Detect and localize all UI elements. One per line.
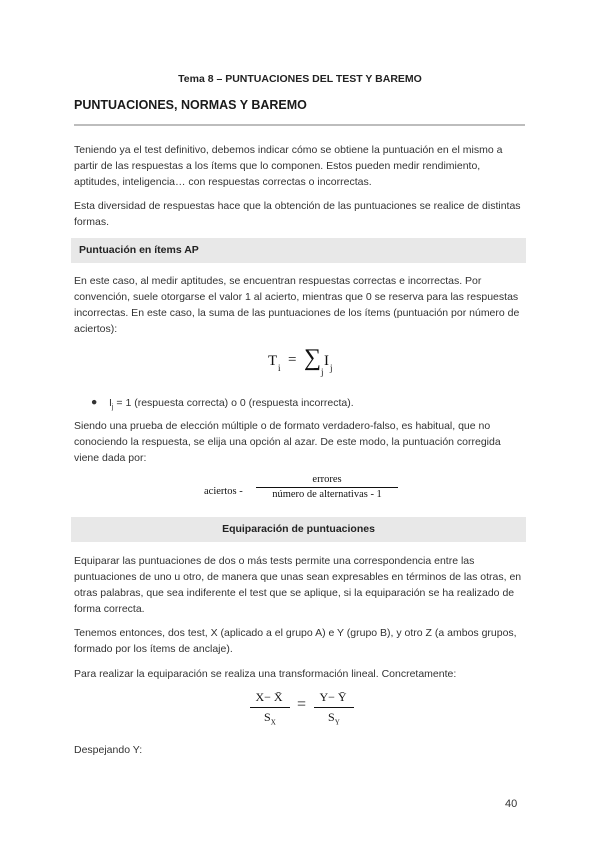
eq-equals: =	[297, 696, 307, 713]
corrected-score-formula	[204, 474, 404, 504]
eq-paragraph-3: Para realizar la equiparación se realiza una transformación lineal. Concretamente:	[74, 668, 457, 680]
bullet-var-sub: j	[111, 404, 114, 412]
intro-paragraph-1: Teniendo ya el test definitivo, debemos indicar cómo se obtiene la puntuación en el mismo a partir de las respuestas a los ítems que lo componen. Estos pueden medir rendimiento, aptitudes, inteligencia… con respuestas correctas o incorrectas.	[74, 144, 503, 188]
formula-rhs: I	[324, 353, 329, 369]
formula-lhs-sub: i	[278, 363, 281, 373]
ap-paragraph-2: Siendo una prueba de elección múltiple o de formato verdadero-falso, es habitual, que no conociendo la respuesta, se elija una opción al azar. De este modo, la puntuación corregida viene dada por:	[74, 420, 501, 464]
eq-paragraph-1: Equiparar las puntuaciones de dos o más tests permite una correspondencia entre las puntuaciones de uno u otro, de manera que unas sean expresables en términos de las otras, en otras palabras, que sea indiferente el test que se aplique, si la equiparación se ha realizado de forma correcta.	[74, 555, 522, 615]
corr-numerator: errores	[312, 474, 342, 485]
corr-left-term: aciertos -	[204, 486, 243, 497]
formula-equals: =	[288, 352, 297, 368]
corr-denominator: número de alternativas - 1	[272, 489, 382, 500]
intro-paragraph-2: Esta diversidad de respuestas hace que la obtención de las puntuaciones se realice de distintas formas.	[74, 200, 521, 228]
eq-denominator-right: $S_Y$	[328, 710, 340, 727]
formula-lhs: T	[268, 353, 278, 369]
equiparacion-heading: Equiparación de puntuaciones	[71, 517, 526, 542]
section-divider	[74, 124, 525, 126]
summation-index: j	[321, 367, 324, 377]
eq-paragraph-4: Despejando Y:	[74, 744, 143, 756]
eq-numerator-left: X− X̄	[255, 690, 283, 704]
ap-heading: Puntuación en ítems AP	[71, 238, 526, 263]
bullet-item	[109, 397, 354, 411]
bullet-dot: ●	[91, 396, 98, 408]
section-title: PUNTUACIONES, NORMAS Y BAREMO	[74, 98, 307, 112]
eq-paragraph-2: Tenemos entonces, dos test, X (aplicado a el grupo A) e Y (grupo B), y otro Z (a ambos grupos, formado por los ítems de anclaje).	[74, 627, 517, 655]
chapter-header: Tema 8 – PUNTUACIONES DEL TEST Y BAREMO	[178, 73, 422, 85]
page-number: 40	[505, 798, 518, 810]
bullet-var: I	[109, 397, 112, 409]
eq-fraction-bar-left	[250, 707, 290, 708]
eq-fraction-bar-right	[314, 707, 354, 708]
ap-paragraph-1: En este caso, al medir aptitudes, se encuentran respuestas correctas e incorrectas. Por convención, suele otorgarse el valor 1 al acierto, mientras que 0 se reserva para las respuestas incorrectas. En este caso, la suma de las puntuaciones de los ítems (puntuación por número de aciertos):	[74, 275, 520, 335]
equating-formula	[248, 690, 368, 730]
summation-symbol: ∑	[304, 345, 322, 371]
eq-numerator-right: Y− Ȳ	[319, 690, 347, 704]
formula-rhs-sub: j	[330, 363, 333, 373]
eq-denominator-left: $S_X$	[264, 710, 276, 727]
corr-fraction-bar	[256, 487, 398, 488]
sum-formula	[268, 347, 368, 379]
bullet-description: = 1 (respuesta correcta) o 0 (respuesta incorrecta).	[116, 397, 354, 409]
